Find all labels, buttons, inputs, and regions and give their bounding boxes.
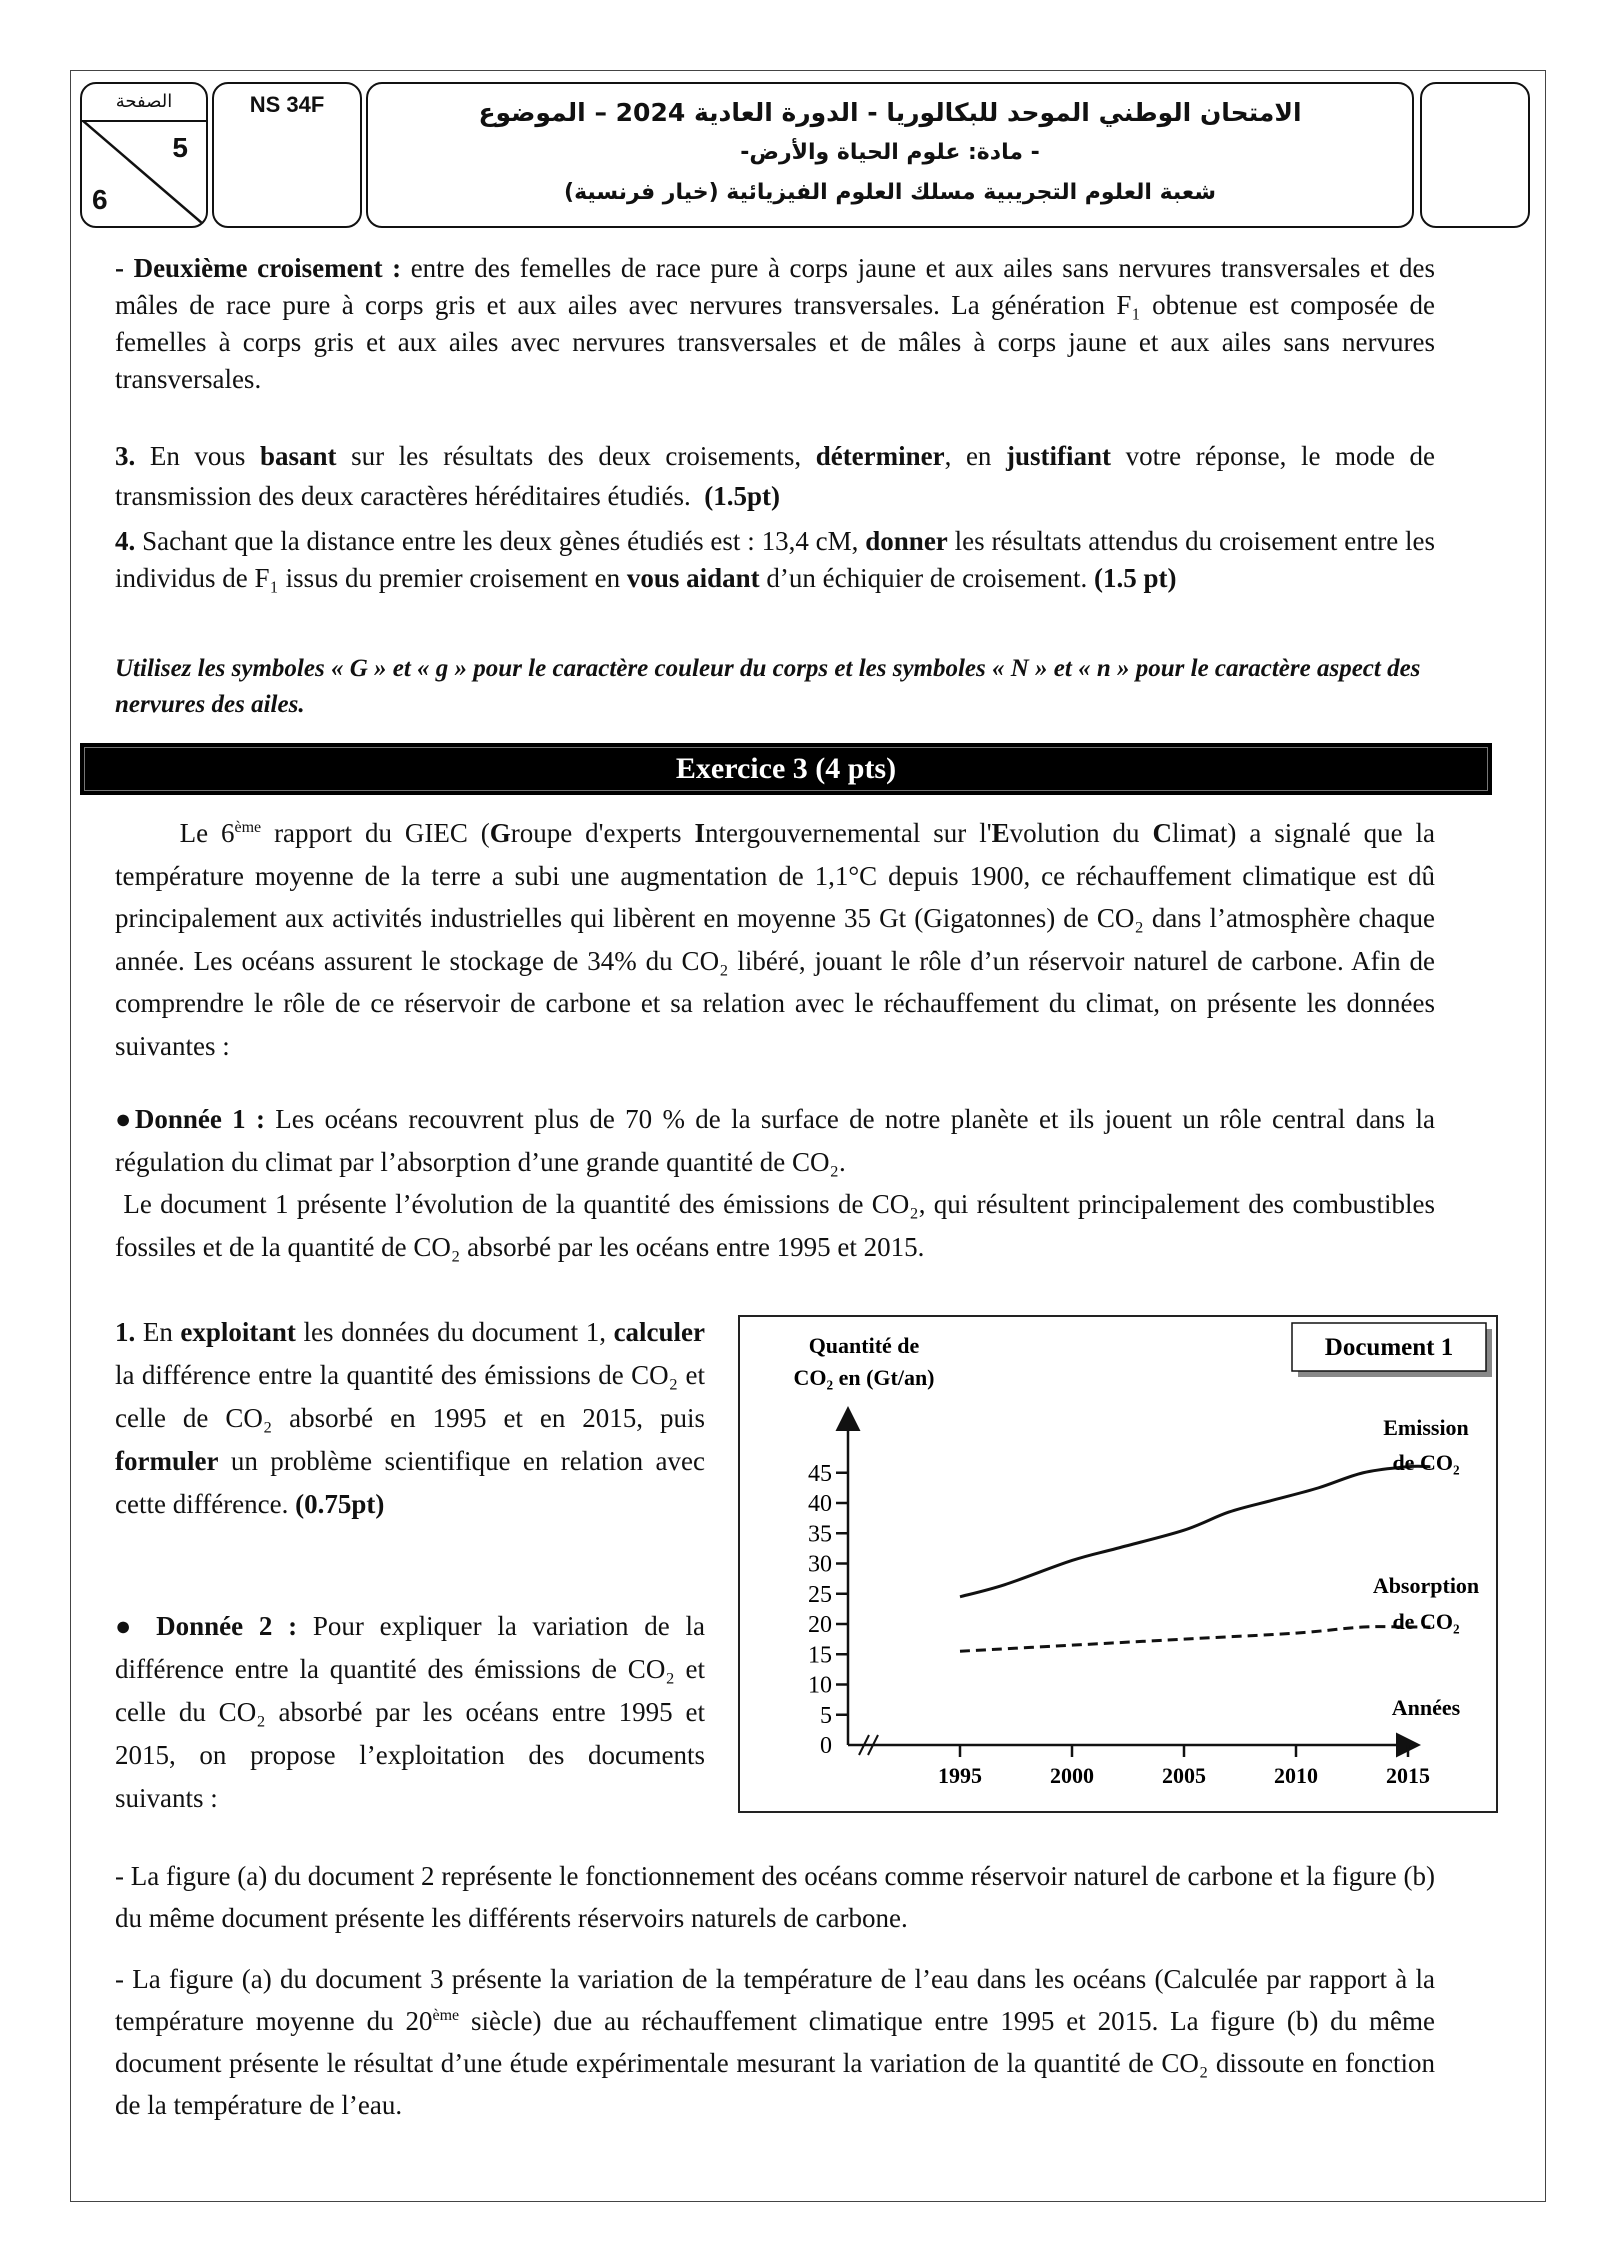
page-number: 5	[172, 132, 188, 163]
q3-text: sur les résultats des deux croisements,	[351, 441, 802, 471]
q1-keyword: exploitant	[180, 1317, 296, 1347]
exam-title-box	[366, 82, 1414, 228]
absorption-series-line	[960, 1627, 1430, 1652]
y-ticks	[808, 1461, 848, 1759]
question-1	[115, 1311, 705, 1526]
page-label: الصفحة	[82, 84, 206, 122]
y-tick-label: 30	[808, 1551, 832, 1578]
intro-sup: ème	[234, 819, 262, 836]
cross2-label: - Deuxième croisement :	[115, 253, 402, 283]
y-tick-label: 35	[808, 1521, 832, 1548]
exam-code: NS 34F	[249, 92, 325, 117]
banner-inner-border	[84, 747, 1488, 791]
question-4	[115, 523, 1435, 597]
intro-text: limat) a signalé que la température moyenne de la terre a subi une augmentation de 1,1°C depuis 1900, ce réchauffement climatique est dû principalement aux activités industrielles qui libèrent en moyenne 35 Gt (Gigatonnes) de CO₂ dans l’atmosphère chaque année. Les océans assurent le stockage de 34% du CO₂ libéré, jouant le rôle d’un réservoir naturel de carbone. Afin de comprendre le rôle de ce réservoir de carbone et sa relation avec le réchauffement du climat, on présente les données suivantes :	[115, 818, 1436, 1061]
exercise-3-title: Exercice 3 (4 pts)	[675, 752, 897, 785]
page-total: 6	[92, 184, 108, 215]
donnee-1	[115, 1098, 1435, 1268]
y-axis-label-1: Quantité de	[808, 1333, 920, 1358]
document-3-description	[115, 1958, 1435, 2126]
q1-number: 1.	[115, 1317, 136, 1347]
q1-text: les données du document 1,	[303, 1317, 606, 1347]
intro-text: Le 6	[179, 818, 235, 848]
question-3	[115, 436, 1435, 516]
q3-keyword: basant	[259, 441, 337, 471]
exercise-intro	[115, 812, 1435, 1067]
cross2-paragraph	[115, 250, 1435, 398]
q3-text: votre réponse, le mode de transmission des deux caractères héréditaires étudiés.	[115, 441, 1436, 511]
intro-acronym-letter: I	[694, 818, 705, 848]
document-2-description: - La figure (a) du document 2 représente le fonctionnement des océans comme réservoir naturel de carbone et la figure (b) du même document présente les différents réservoirs naturels de carbone.	[115, 1861, 1435, 1933]
y-tick-label: 25	[808, 1581, 832, 1608]
intro-text: rapport du GIEC (	[274, 818, 490, 848]
q1-points: (0.75pt)	[295, 1489, 385, 1519]
x-ticks	[938, 1745, 1430, 1788]
q4-keyword: vous aidant	[626, 563, 760, 593]
q4-number: 4.	[115, 526, 136, 556]
legend-absorption-2: de CO₂	[1392, 1609, 1460, 1634]
doc3-sup: ème	[432, 2007, 460, 2024]
x-tick-label: 2010	[1274, 1763, 1318, 1788]
q4-text: les résultats attendus du croisement entre les individus de F₁ issus du premier croisement en	[115, 526, 1436, 593]
q3-text: En vous	[149, 441, 246, 471]
legend-emission-1: Emission	[1383, 1415, 1469, 1440]
y-tick-label: 5	[820, 1702, 832, 1729]
donnee-2-text: Pour expliquer la variation de la différence entre la quantité des émissions de CO₂ et celle du CO₂ absorbé par les océans entre 1995 et 2015, on propose l’exploitation des documents suivants :	[115, 1611, 706, 1813]
chart-svg	[740, 1317, 1496, 1811]
q4-keyword: donner	[865, 526, 948, 556]
exam-subject: - مادة: علوم الحياة والأرض-	[740, 140, 1040, 165]
intro-acronym-letter: E	[991, 818, 1010, 848]
cross2-text: entre des femelles de race pure à corps jaune et aux ailes sans nervures transversales et des mâles de race pure à corps gris et aux ailes avec nervures transversales. La génération F₁ obtenue est composée de femelles à corps gris et aux ailes avec nervures transversales et de mâles à corps jaune et aux ailes sans nervures transversales.	[115, 253, 1435, 394]
emission-series-line	[960, 1466, 1430, 1597]
series-lines	[960, 1466, 1430, 1651]
exam-track: شعبة العلوم التجريبية مسلك العلوم الفيزيائية (خيار فرنسية)	[564, 180, 1216, 205]
y-tick-label: 20	[808, 1612, 832, 1638]
y-axis-label-2: CO₂ en (Gt/an)	[793, 1365, 935, 1390]
header-right-box	[1420, 82, 1530, 228]
intro-text: volution du	[1009, 818, 1140, 848]
q3-points: (1.5pt)	[704, 481, 781, 511]
donnee-1-text: Les océans recouvrent plus de 70 % de la surface de notre planète et ils jouent un rôle central dans la régulation du climat par l’absorption d’une grande quantité de CO₂.	[115, 1104, 1435, 1177]
donnee-1-label: ●Donnée 1 :	[115, 1104, 265, 1134]
y-tick-label: 15	[808, 1642, 832, 1669]
document-1-chart	[738, 1315, 1498, 1813]
intro-text: ntergouvernemental sur l'	[704, 818, 992, 848]
q1-keyword: calculer	[613, 1317, 706, 1347]
q1-text: la différence entre la quantité des émissions de CO₂ et celle de CO₂ absorbé en 1995 et en 2015, puis	[115, 1360, 705, 1433]
q1-text: un problème scientifique en relation avec cette différence.	[115, 1446, 705, 1519]
legend-absorption-1: Absorption	[1372, 1573, 1480, 1598]
legend-emission-2: de CO₂	[1392, 1450, 1460, 1475]
exercise-3-banner	[80, 743, 1492, 795]
q4-points: (1.5 pt)	[1094, 563, 1177, 593]
donnee-2	[115, 1605, 705, 1820]
donnee-2-label: ● Donnée 2 :	[115, 1611, 298, 1641]
intro-acronym-letter: G	[489, 818, 511, 848]
x-tick-label: 2005	[1162, 1763, 1206, 1788]
q1-text: En	[142, 1317, 173, 1347]
symbols-note: Utilisez les symboles « G » et « g » pour le caractère couleur du corps et les symboles « N » et « n » pour le caractère aspect des nervures des ailes.	[115, 655, 1421, 718]
q3-keyword: déterminer	[815, 441, 945, 471]
intro-acronym-letter: C	[1152, 818, 1172, 848]
q3-keyword: justifiant	[1006, 441, 1112, 471]
page-number-box	[80, 82, 208, 228]
y-tick-label: 45	[808, 1460, 832, 1487]
q4-text: Sachant que la distance entre les deux gènes étudiés est : 13,4 cM,	[142, 526, 859, 556]
x-tick-label: 1995	[938, 1763, 982, 1788]
q4-text: d’un échiquier de croisement.	[766, 563, 1088, 593]
exam-code-box	[212, 82, 362, 228]
y-tick-label: 10	[808, 1672, 832, 1699]
x-tick-label: 2000	[1050, 1763, 1094, 1788]
q1-keyword: formuler	[115, 1446, 219, 1476]
q3-number: 3.	[115, 441, 136, 471]
x-axis-label: Années	[1391, 1695, 1461, 1720]
x-tick-label: 2015	[1386, 1763, 1430, 1788]
intro-text: roupe d'experts	[510, 818, 682, 848]
doc3-text: siècle) due au réchauffement climatique entre 1995 et 2015. La figure (b) du même document présente le résultat d’une étude expérimentale mesurant la variation de la quantité de CO₂ dissoute en fonction de la température de l’eau.	[115, 2006, 1435, 2120]
donnee-1-text2: Le document 1 présente l’évolution de la quantité des émissions de CO₂, qui résultent principalement des combustibles fossiles et de la quantité de CO₂ absorbé par les océans entre 1995 et 2015.	[115, 1189, 1436, 1262]
q3-text: , en	[944, 441, 992, 471]
exam-title: الامتحان الوطني الموحد للبكالوريا - الدورة العادية 2024 – الموضوع	[478, 98, 1302, 127]
doc3-text: - La figure (a) du document 3 présente la variation de la température de l’eau dans les océans (Calculée par rapport à la température moyenne du 20	[115, 1964, 1435, 2036]
doc-label: Document 1	[1324, 1334, 1454, 1361]
y-tick-label: 0	[820, 1733, 832, 1759]
y-tick-label: 40	[808, 1491, 832, 1517]
